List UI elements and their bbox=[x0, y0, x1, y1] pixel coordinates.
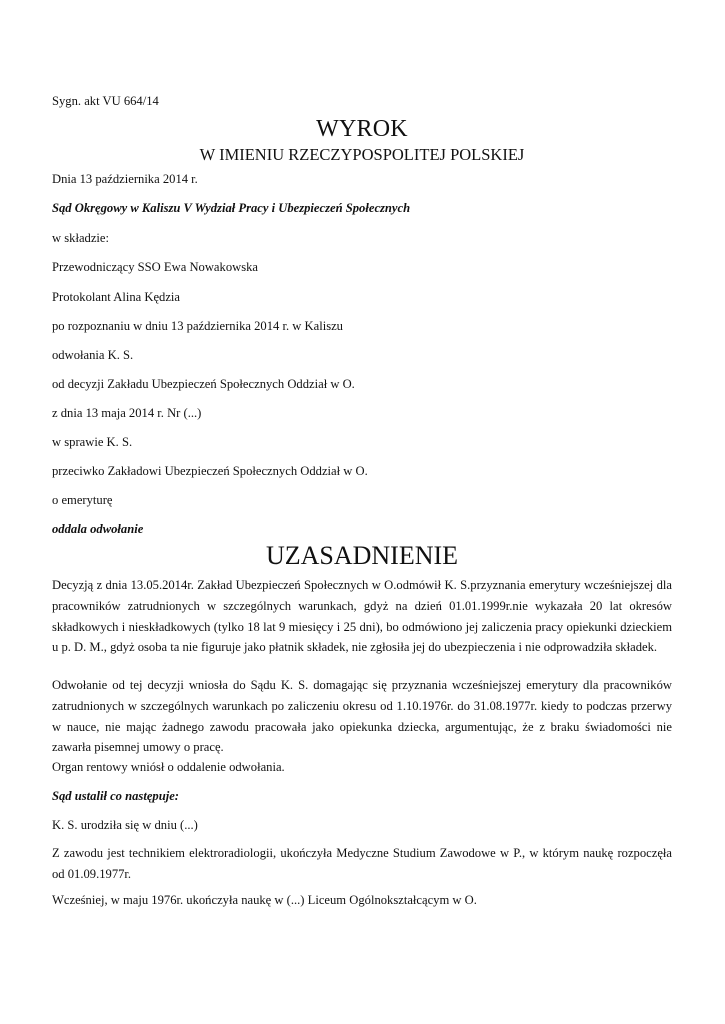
document-subtitle: W IMIENIU RZECZYPOSPOLITEJ POLSKIEJ bbox=[199, 145, 525, 164]
case-of-line: w sprawie K. S. bbox=[52, 435, 133, 449]
appeal-line: odwołania K. S. bbox=[52, 348, 134, 362]
decision-from-line: od decyzji Zakładu Ubezpieczeń Społecznych Oddział w O. bbox=[52, 377, 355, 391]
findings-heading: Sąd ustalił co następuje: bbox=[52, 789, 180, 803]
justification-paragraph: Organ rentowy wniósł o oddalenie odwołania. bbox=[52, 760, 285, 774]
verdict-date: Dnia 13 października 2014 r. bbox=[52, 172, 198, 186]
against-line: przeciwko Zakładowi Ubezpieczeń Społecznych Oddział w O. bbox=[52, 464, 368, 478]
case-signature: Sygn. akt VU 664/14 bbox=[52, 94, 159, 108]
justification-paragraph: Odwołanie od tej decyzji wniosła do Sądu K. S. domagając się przyznania wcześniejszej emerytury dla pracowników zatrudnionych w szczególnych warunkach po zaliczeniu okresu od 1.10.1976r. do 31.08.1977r. kiedy to podczas przerwy w nauce, nie mając żadnego zawodu pracowała jako opiekunka dziecka, argumentując, że z braku świadomości nie zawarła pisemnej umowy o pracę. bbox=[52, 678, 672, 755]
hearing-line: po rozpoznaniu w dniu 13 października 2014 r. w Kaliszu bbox=[52, 319, 343, 333]
finding-paragraph: Z zawodu jest technikiem elektroradiologii, ukończyła Medyczne Studium Zawodowe w P., w którym naukę rozpoczęła od 01.09.1977r. bbox=[52, 846, 672, 881]
justification-heading: UZASADNIENIE bbox=[265, 541, 459, 570]
presiding-judge: Przewodniczący SSO Ewa Nowakowska bbox=[52, 260, 258, 274]
justification-paragraph: Decyzją z dnia 13.05.2014r. Zakład Ubezpieczeń Społecznych w O.odmówił K. S.przyznania emerytury wcześniejszej dla pracowników zatrudnionych w szczególnych warunkach, gdyż na dzień 01.01.1999r.nie wykazała 20 lat okresów składkowych i nieskładkowych (tylko 18 lat 9 miesięcy i 25 dni), bo odmówiono jej zaliczenia pracy opiekunki dzieckiem u p. D. M., gdyż osoba ta nie figuruje jako płatnik składek, nie zgłosiła jej do ubezpieczenia i nie odprowadziła składek. bbox=[52, 578, 672, 655]
subject-line: o emeryturę bbox=[52, 493, 113, 507]
court-clerk: Protokolant Alina Kędzia bbox=[52, 290, 181, 304]
court-name: Sąd Okręgowy w Kaliszu V Wydział Pracy i Ubezpieczeń Społecznych bbox=[52, 201, 411, 215]
document-title: WYROK bbox=[316, 116, 408, 142]
composition-label: w składzie: bbox=[52, 231, 110, 245]
verdict-ruling: oddala odwołanie bbox=[52, 522, 144, 536]
decision-date-line: z dnia 13 maja 2014 r. Nr (...) bbox=[52, 406, 202, 420]
finding-paragraph: K. S. urodziła się w dniu (...) bbox=[52, 818, 198, 832]
finding-paragraph: Wcześniej, w maju 1976r. ukończyła naukę w (...) Liceum Ogólnokształcącym w O. bbox=[52, 893, 477, 907]
